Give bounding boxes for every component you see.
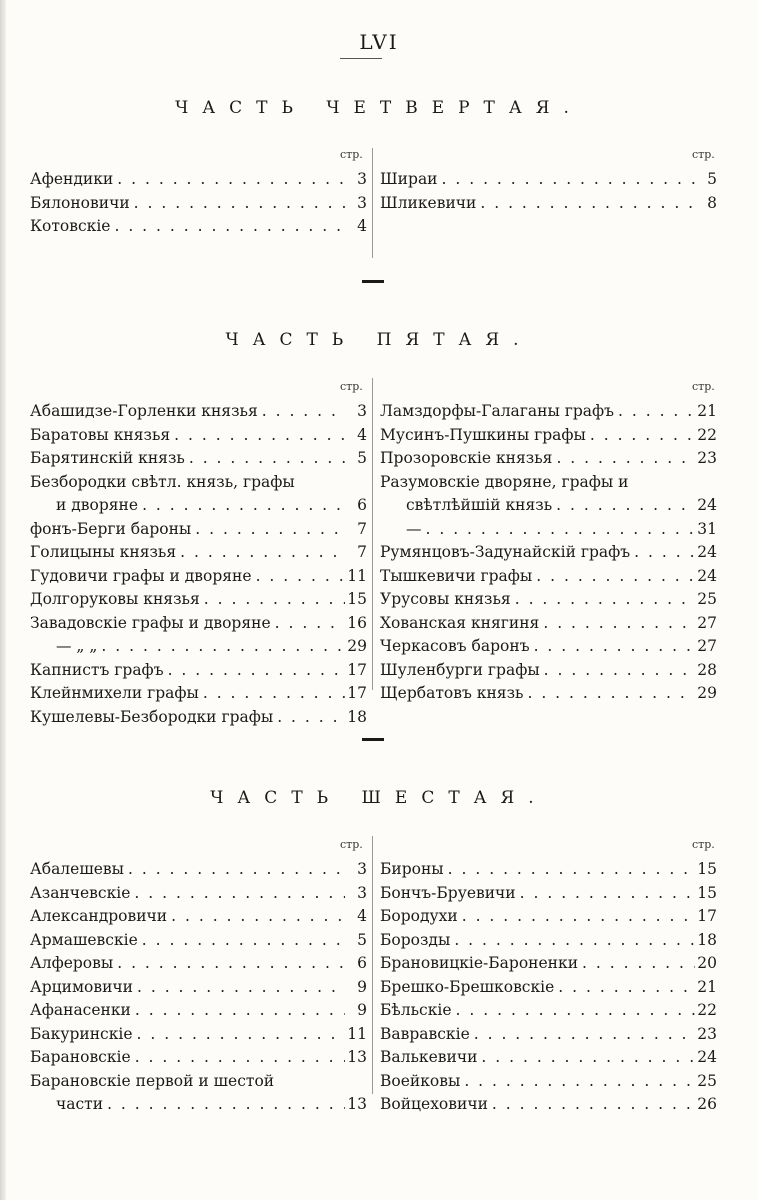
index-entry bbox=[30, 659, 367, 683]
entry-name: — „ „ bbox=[56, 637, 98, 655]
index-entry bbox=[380, 882, 717, 906]
entry-page-number: 5 bbox=[357, 449, 367, 467]
index-entry bbox=[30, 882, 367, 906]
entry-page-number: 15 bbox=[347, 590, 367, 608]
leader-dots bbox=[438, 168, 695, 192]
index-entry bbox=[380, 999, 717, 1023]
entry-page-number: 22 bbox=[697, 1001, 717, 1019]
leader-dots bbox=[530, 635, 695, 659]
section-6-right-column bbox=[380, 858, 717, 1117]
leader-dots bbox=[422, 518, 696, 542]
leader-dots bbox=[540, 659, 695, 683]
entry-page-number: 18 bbox=[697, 930, 717, 949]
section-title-part-6: ЧАСТЬ ШЕСТАЯ. bbox=[210, 788, 548, 808]
leader-dots bbox=[170, 424, 345, 448]
page-column-label-left: стр. bbox=[340, 838, 363, 851]
leader-dots bbox=[511, 588, 695, 612]
entry-name: Александровичи bbox=[30, 907, 168, 925]
entry-name: Бончъ-Бруевичи bbox=[380, 883, 516, 902]
index-entry bbox=[30, 424, 367, 448]
leader-dots bbox=[97, 635, 345, 659]
entry-page-number: 20 bbox=[697, 954, 717, 972]
leader-dots bbox=[578, 952, 695, 976]
section-5-right-column bbox=[380, 400, 717, 706]
index-entry bbox=[380, 588, 717, 612]
leader-dots bbox=[552, 494, 695, 518]
page-column-label-right: стр. bbox=[692, 380, 715, 393]
index-entry bbox=[30, 400, 367, 424]
leader-dots bbox=[103, 1093, 345, 1117]
entry-name: Бородухи bbox=[380, 907, 458, 925]
leader-dots bbox=[164, 659, 345, 683]
leader-dots bbox=[113, 952, 345, 976]
column-separator bbox=[372, 148, 373, 258]
entry-name: Бѣльскіе bbox=[380, 1001, 452, 1019]
index-entry bbox=[30, 518, 367, 542]
leader-dots bbox=[516, 882, 695, 906]
entry-page-number: 7 bbox=[357, 543, 367, 561]
leader-dots bbox=[191, 518, 345, 542]
leader-dots bbox=[124, 858, 345, 882]
leader-dots bbox=[586, 424, 695, 448]
entry-name: Хованская княгиня bbox=[380, 613, 540, 632]
entry-name: Алферовы bbox=[30, 954, 114, 972]
entry-page-number: 3 bbox=[357, 170, 367, 188]
leader-dots bbox=[630, 541, 695, 565]
entry-name: — bbox=[406, 519, 422, 538]
entry-name: Вавравскіе bbox=[380, 1024, 470, 1043]
entry-page-number: 5 bbox=[707, 170, 717, 188]
leader-dots bbox=[130, 192, 345, 216]
entry-name: Шуленбурги графы bbox=[380, 660, 540, 679]
index-entry bbox=[380, 168, 717, 192]
entry-page-number: 9 bbox=[357, 1001, 367, 1019]
leader-dots bbox=[130, 882, 345, 906]
index-entry bbox=[380, 682, 717, 706]
leader-dots bbox=[133, 1023, 345, 1047]
entry-page-number: 4 bbox=[357, 425, 367, 444]
index-entry bbox=[30, 682, 367, 706]
leader-dots bbox=[258, 400, 345, 424]
leader-dots bbox=[138, 929, 345, 953]
entry-name: части bbox=[56, 1095, 104, 1113]
entry-page-number: 25 bbox=[697, 1071, 717, 1090]
entry-name: Разумовскіе дворяне, графы и bbox=[380, 472, 629, 491]
section-5-left-column bbox=[30, 400, 367, 729]
entry-name: Бакуринскіе bbox=[30, 1024, 133, 1043]
index-entry bbox=[30, 192, 367, 216]
entry-page-number: 18 bbox=[347, 707, 367, 726]
entry-page-number: 15 bbox=[697, 883, 717, 902]
leader-dots bbox=[488, 1093, 695, 1117]
leader-dots bbox=[138, 494, 345, 518]
entry-name: Голицыны князья bbox=[30, 543, 177, 561]
index-entry bbox=[30, 1046, 367, 1070]
index-entry bbox=[30, 858, 367, 882]
index-entry bbox=[380, 400, 717, 424]
entry-name: Азанчевскіе bbox=[30, 883, 131, 902]
leader-dots bbox=[176, 541, 345, 565]
entry-page-number: 28 bbox=[697, 660, 717, 679]
entry-page-number: 23 bbox=[697, 1024, 717, 1043]
entry-page-number: 27 bbox=[697, 613, 717, 632]
leader-dots bbox=[113, 168, 345, 192]
entry-page-number: 4 bbox=[357, 907, 367, 925]
entry-name: Мусинъ-Пушкины графы bbox=[380, 425, 586, 444]
entry-page-number: 7 bbox=[357, 519, 367, 538]
entry-page-number: 25 bbox=[697, 590, 717, 608]
entry-name: Афанасенки bbox=[30, 1001, 131, 1019]
section-divider bbox=[362, 280, 384, 283]
entry-page-number: 17 bbox=[697, 907, 717, 925]
section-title-part-4: ЧАСТЬ ЧЕТВЕРТАЯ. bbox=[175, 98, 583, 118]
section-divider bbox=[362, 738, 384, 741]
entry-page-number: 16 bbox=[347, 613, 367, 632]
entry-page-number: 21 bbox=[697, 977, 717, 996]
section-6-left-column bbox=[30, 858, 367, 1117]
entry-page-number: 8 bbox=[707, 193, 717, 212]
index-entry bbox=[380, 1070, 717, 1094]
page-column-label-right: стр. bbox=[692, 838, 715, 851]
entry-name: Барановскіе первой и шестой bbox=[30, 1071, 275, 1090]
entry-name: Брешко-Брешковскіе bbox=[380, 977, 555, 996]
entry-name: Кушелевы-Безбородки графы bbox=[30, 707, 274, 726]
leader-dots bbox=[476, 192, 695, 216]
page-column-label-left: стр. bbox=[340, 380, 363, 393]
entry-name: Капнистъ графъ bbox=[30, 660, 164, 679]
entry-name: Шираи bbox=[380, 170, 438, 188]
entry-name: Армашевскіе bbox=[30, 930, 138, 949]
entry-name: Валькевичи bbox=[380, 1048, 478, 1066]
index-entry bbox=[30, 565, 367, 589]
leader-dots bbox=[133, 976, 345, 1000]
page-column-label-right: стр. bbox=[692, 148, 715, 161]
entry-page-number: 24 bbox=[697, 496, 717, 514]
index-entry bbox=[30, 588, 367, 612]
entry-name: Абалешевы bbox=[30, 860, 124, 878]
entry-page-number: 29 bbox=[697, 684, 717, 702]
leader-dots bbox=[271, 612, 345, 636]
index-entry bbox=[30, 929, 367, 953]
index-entry bbox=[30, 706, 367, 730]
entry-page-number: 3 bbox=[357, 402, 367, 420]
entry-name: Бялоновичи bbox=[30, 193, 130, 212]
entry-page-number: 6 bbox=[357, 496, 367, 514]
index-entry bbox=[380, 192, 717, 216]
entry-name: Бироны bbox=[380, 860, 444, 878]
entry-name: и дворяне bbox=[56, 496, 139, 514]
entry-page-number: 6 bbox=[357, 954, 367, 972]
leader-dots bbox=[460, 1070, 695, 1094]
leader-dots bbox=[199, 682, 345, 706]
entry-name: свѣтлѣйшій князь bbox=[406, 496, 553, 514]
page-edge bbox=[0, 0, 6, 1200]
page-number-rule bbox=[340, 58, 382, 59]
entry-name: Борозды bbox=[380, 930, 451, 949]
leader-dots bbox=[539, 612, 695, 636]
entry-page-number: 24 bbox=[697, 566, 717, 585]
index-entry bbox=[30, 494, 367, 518]
entry-page-number: 3 bbox=[357, 193, 367, 212]
index-entry bbox=[30, 976, 367, 1000]
leader-dots bbox=[552, 447, 695, 471]
entry-name: Гудовичи графы и дворяне bbox=[30, 566, 252, 585]
index-entry bbox=[380, 565, 717, 589]
entry-page-number: 26 bbox=[697, 1095, 717, 1113]
entry-page-number: 21 bbox=[697, 402, 717, 420]
index-entry bbox=[380, 494, 717, 518]
leader-dots bbox=[554, 976, 695, 1000]
leader-dots bbox=[200, 588, 345, 612]
entry-name: Тышкевичи графы bbox=[380, 566, 533, 585]
index-entry bbox=[380, 659, 717, 683]
entry-page-number: 11 bbox=[347, 566, 367, 585]
entry-page-number: 5 bbox=[357, 930, 367, 949]
index-entry bbox=[30, 635, 367, 659]
entry-name: Афендики bbox=[30, 170, 114, 188]
index-entry bbox=[380, 612, 717, 636]
index-entry bbox=[380, 471, 717, 495]
section-4-right-column bbox=[380, 168, 717, 215]
entry-name: Завадовскіе графы и дворяне bbox=[30, 613, 271, 632]
leader-dots bbox=[450, 929, 695, 953]
entry-name: Арцимовичи bbox=[30, 977, 133, 996]
entry-page-number: 23 bbox=[697, 449, 717, 467]
index-entry bbox=[30, 215, 367, 239]
entry-name: Войцеховичи bbox=[380, 1095, 488, 1113]
index-entry bbox=[30, 952, 367, 976]
index-entry bbox=[30, 541, 367, 565]
leader-dots bbox=[131, 1046, 345, 1070]
index-entry bbox=[30, 999, 367, 1023]
index-entry bbox=[380, 635, 717, 659]
index-entry bbox=[380, 952, 717, 976]
leader-dots bbox=[452, 999, 695, 1023]
entry-name: Барятинскій князь bbox=[30, 449, 185, 467]
entry-name: Клейнмихели графы bbox=[30, 684, 199, 702]
leader-dots bbox=[131, 999, 345, 1023]
entry-page-number: 17 bbox=[347, 684, 367, 702]
index-entry bbox=[30, 612, 367, 636]
index-entry bbox=[380, 929, 717, 953]
index-entry bbox=[30, 471, 367, 495]
entry-name: Котовскіе bbox=[30, 217, 111, 235]
entry-page-number: 24 bbox=[697, 1048, 717, 1066]
leader-dots bbox=[252, 565, 345, 589]
index-entry bbox=[380, 1046, 717, 1070]
column-separator bbox=[372, 378, 373, 690]
entry-name: Абашидзе-Горленки князья bbox=[30, 402, 258, 420]
entry-name: Брановицкіе-Бароненки bbox=[380, 954, 579, 972]
entry-page-number: 29 bbox=[347, 637, 367, 655]
entry-page-number: 15 bbox=[697, 860, 717, 878]
section-title-part-5: ЧАСТЬ ПЯТАЯ. bbox=[225, 330, 533, 350]
leader-dots bbox=[458, 905, 695, 929]
index-entry bbox=[380, 905, 717, 929]
leader-dots bbox=[470, 1023, 695, 1047]
entry-name: Румянцовъ-Задунайскій графъ bbox=[380, 543, 631, 561]
leader-dots bbox=[523, 682, 695, 706]
leader-dots bbox=[273, 706, 345, 730]
entry-name: Урусовы князья bbox=[380, 590, 511, 608]
page-number: LVI bbox=[359, 30, 399, 54]
entry-name: Шликевичи bbox=[380, 193, 477, 212]
entry-name: Безбородки свѣтл. князь, графы bbox=[30, 472, 295, 491]
leader-dots bbox=[532, 565, 695, 589]
index-entry bbox=[380, 1023, 717, 1047]
index-entry bbox=[30, 1070, 367, 1094]
leader-dots bbox=[614, 400, 695, 424]
index-entry bbox=[380, 858, 717, 882]
page-column-label-left: стр. bbox=[340, 148, 363, 161]
leader-dots bbox=[185, 447, 345, 471]
index-entry bbox=[380, 518, 717, 542]
index-entry bbox=[30, 1023, 367, 1047]
entry-page-number: 11 bbox=[347, 1024, 367, 1043]
leader-dots bbox=[110, 215, 345, 239]
entry-name: Ламздорфы-Галаганы графъ bbox=[380, 402, 615, 420]
entry-name: Прозоровскіе князья bbox=[380, 449, 553, 467]
leader-dots bbox=[477, 1046, 695, 1070]
index-entry bbox=[30, 1093, 367, 1117]
entry-page-number: 17 bbox=[347, 660, 367, 679]
entry-page-number: 4 bbox=[357, 217, 367, 235]
entry-name: Щербатовъ князь bbox=[380, 684, 524, 702]
leader-dots bbox=[167, 905, 345, 929]
index-entry bbox=[380, 541, 717, 565]
entry-name: фонъ-Берги бароны bbox=[30, 519, 192, 538]
index-entry bbox=[380, 976, 717, 1000]
entry-page-number: 27 bbox=[697, 637, 717, 655]
entry-page-number: 3 bbox=[357, 860, 367, 878]
entry-name: Воейковы bbox=[380, 1071, 461, 1090]
index-entry bbox=[30, 447, 367, 471]
entry-page-number: 13 bbox=[347, 1048, 367, 1066]
index-entry bbox=[30, 905, 367, 929]
column-separator bbox=[372, 836, 373, 1094]
entry-name: Черкасовъ баронъ bbox=[380, 637, 530, 655]
entry-name: Долгоруковы князья bbox=[30, 590, 200, 608]
leader-dots bbox=[444, 858, 695, 882]
entry-page-number: 3 bbox=[357, 883, 367, 902]
index-entry bbox=[380, 1093, 717, 1117]
entry-page-number: 9 bbox=[357, 977, 367, 996]
entry-page-number: 22 bbox=[697, 425, 717, 444]
index-entry bbox=[30, 168, 367, 192]
entry-page-number: 13 bbox=[347, 1095, 367, 1113]
index-entry bbox=[380, 424, 717, 448]
entry-name: Баратовы князья bbox=[30, 425, 171, 444]
section-4-left-column bbox=[30, 168, 367, 239]
entry-page-number: 31 bbox=[697, 519, 717, 538]
entry-page-number: 24 bbox=[697, 543, 717, 561]
entry-name: Барановскіе bbox=[30, 1048, 131, 1066]
index-entry bbox=[380, 447, 717, 471]
